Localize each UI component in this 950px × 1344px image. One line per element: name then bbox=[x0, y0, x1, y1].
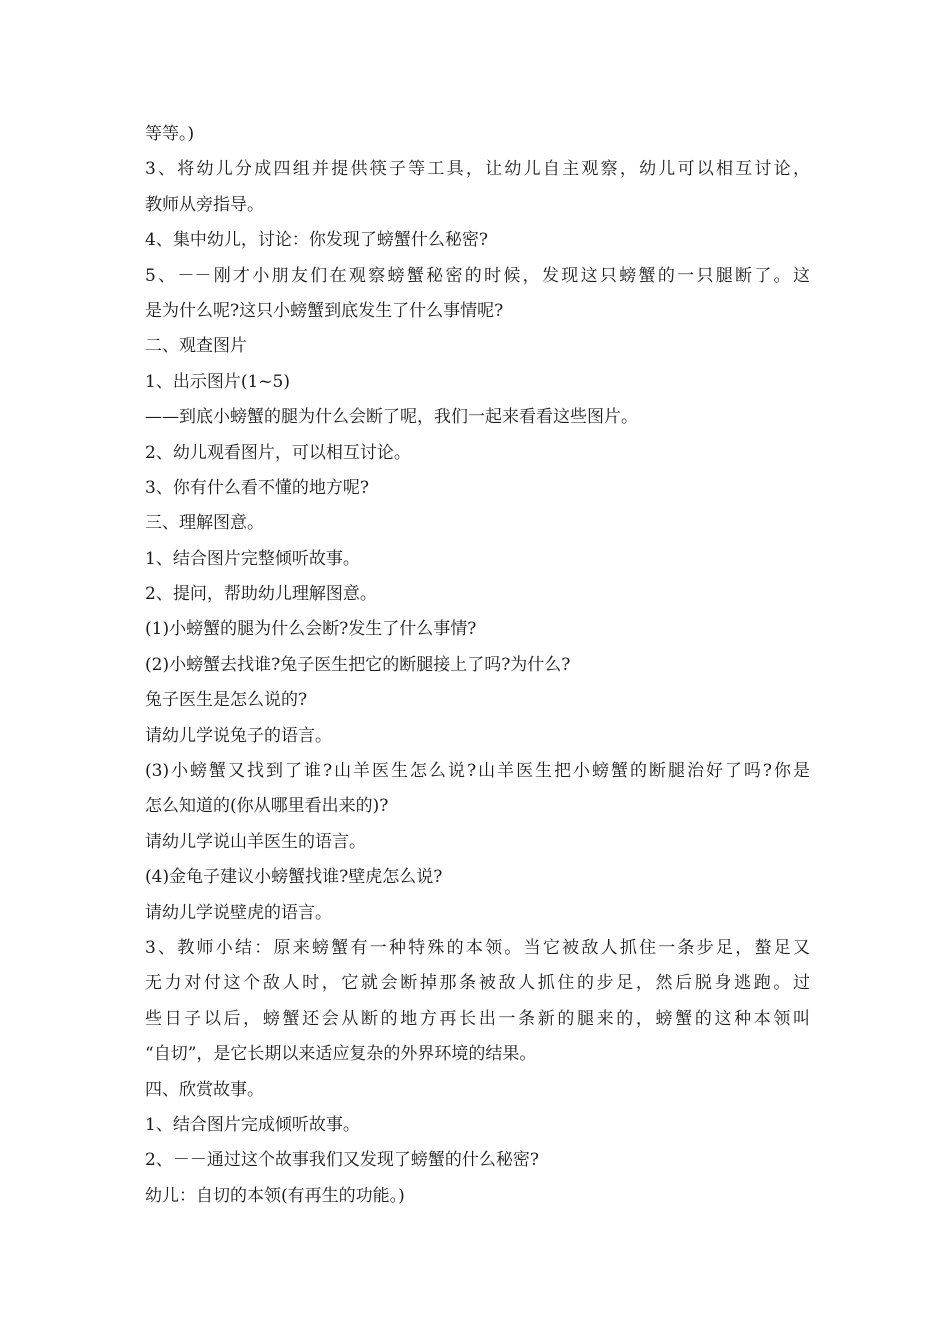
text-line: 等等。) bbox=[145, 124, 195, 144]
section-heading: 四、欣赏故事。 bbox=[145, 1079, 264, 1100]
text-line: 1、出示图片(1~5) bbox=[145, 371, 290, 392]
text-line: “自切”，是它长期以来适应复杂的外界环境的结果。 bbox=[145, 1044, 537, 1065]
text-line: 怎么知道的(你从哪里看出来的)? bbox=[145, 796, 389, 817]
text-line: 5、－－刚才小朋友们在观察螃蟹秘密的时候，发现这只螃蟹的一只腿断了。这 bbox=[145, 265, 810, 286]
document-body bbox=[145, 117, 810, 1214]
text-line: 2、提问，帮助幼儿理解图意。 bbox=[145, 584, 377, 605]
text-line: 幼儿：自切的本领(有再生的功能。) bbox=[145, 1185, 405, 1206]
text-line: 些日子以后，螃蟹还会从断的地方再长出一条新的腿来的，螃蟹的这种本领叫 bbox=[145, 1008, 810, 1029]
text-line: 3、教师小结：原来螃蟹有一种特殊的本领。当它被敌人抓住一条步足，螯足又 bbox=[145, 937, 810, 958]
text-line: (4)金龟子建议小螃蟹找谁?壁虎怎么说? bbox=[145, 867, 443, 888]
text-line: 是为什么呢?这只小螃蟹到底发生了什么事情呢? bbox=[145, 300, 504, 321]
text-line: 请幼儿学说壁虎的语言。 bbox=[145, 902, 332, 923]
text-line: 请幼儿学说兔子的语言。 bbox=[145, 725, 332, 746]
text-line: 教师从旁指导。 bbox=[145, 194, 264, 215]
text-line: 无力对付这个敌人时，它就会断掉那条被敌人抓住的步足，然后脱身逃跑。过 bbox=[145, 973, 810, 994]
text-line: 1、结合图片完成倾听故事。 bbox=[145, 1114, 360, 1135]
text-line: 兔子医生是怎么说的? bbox=[145, 690, 308, 711]
section-heading: 三、理解图意。 bbox=[145, 513, 264, 534]
text-line: 请幼儿学说山羊医生的语言。 bbox=[145, 831, 366, 852]
text-line: (3)小螃蟹又找到了谁?山羊医生怎么说?山羊医生把小螃蟹的断腿治好了吗?你是 bbox=[145, 761, 810, 782]
text-line: ——到底小螃蟹的腿为什么会断了呢，我们一起来看看这些图片。 bbox=[145, 407, 638, 428]
text-line: 4、集中幼儿，讨论：你发现了螃蟹什么秘密? bbox=[145, 230, 488, 251]
text-line: (1)小螃蟹的腿为什么会断?发生了什么事情? bbox=[145, 619, 477, 640]
text-line: 1、结合图片完整倾听故事。 bbox=[145, 548, 360, 569]
text-line: 3、你有什么看不懂的地方呢? bbox=[145, 477, 369, 498]
section-heading: 二、观查图片 bbox=[145, 336, 247, 357]
text-line: (2)小螃蟹去找谁?兔子医生把它的断腿接上了吗?为什么? bbox=[145, 654, 571, 675]
text-line: 3、将幼儿分成四组并提供筷子等工具，让幼儿自主观察，幼儿可以相互讨论， bbox=[145, 159, 810, 180]
text-line: 2、－－通过这个故事我们又发现了螃蟹的什么秘密? bbox=[145, 1150, 539, 1171]
text-line: 2、幼儿观看图片，可以相互讨论。 bbox=[145, 442, 411, 463]
